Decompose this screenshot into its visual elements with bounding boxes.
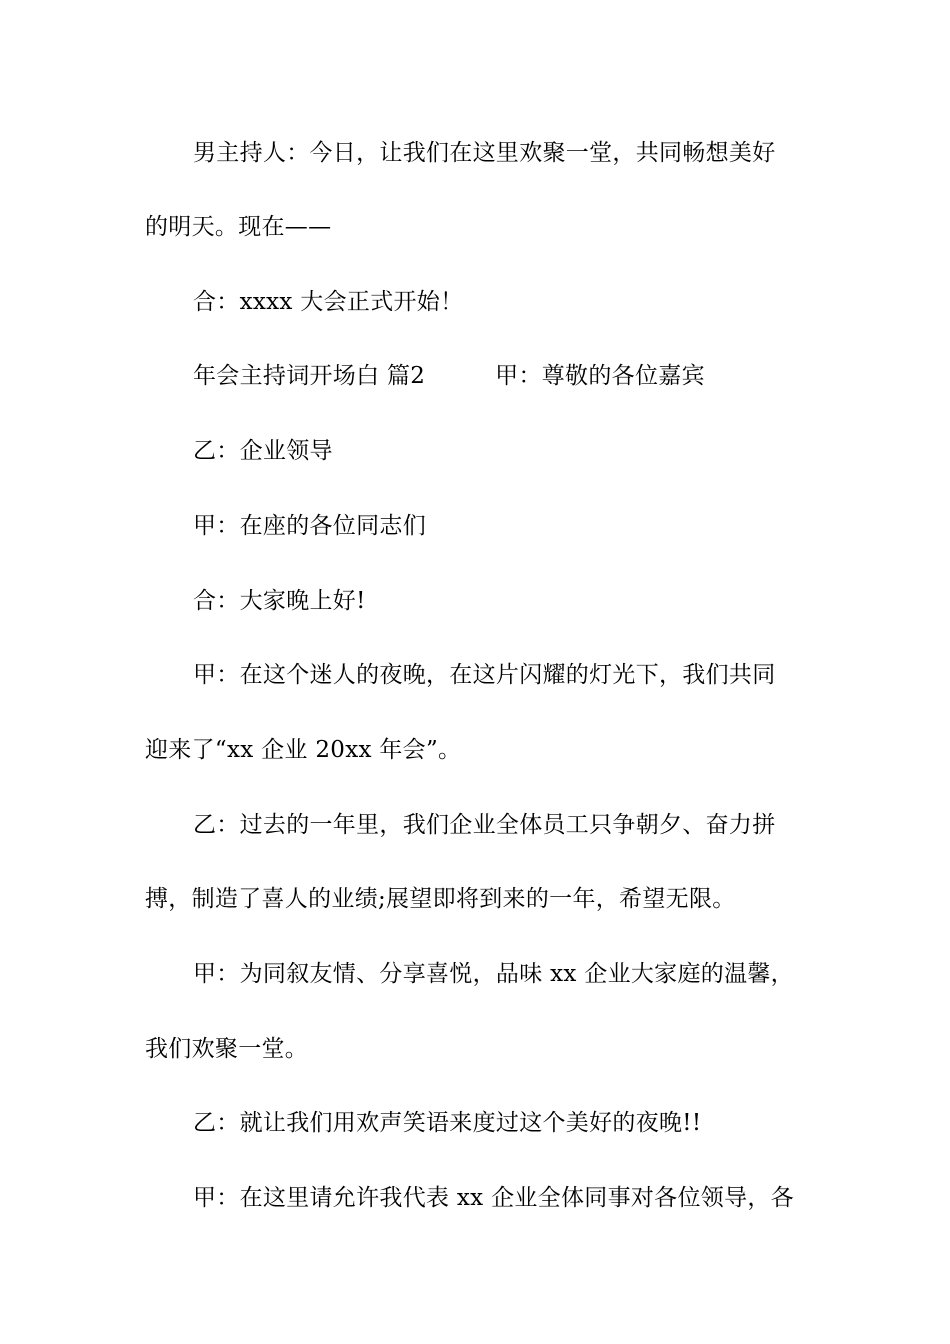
paragraph-line: 甲：在座的各位同志们	[193, 513, 426, 539]
paragraph-line: 甲：在这里请允许我代表 xx 企业全体同事对各位领导，各	[193, 1185, 794, 1211]
paragraph-line: 甲：在这个迷人的夜晚，在这片闪耀的灯光下，我们共同	[193, 662, 776, 688]
paragraph-line: 甲：为同叙友情、分享喜悦，品味 xx 企业大家庭的温馨，	[193, 961, 794, 987]
paragraph-line: 乙：就让我们用欢声笑语来度过这个美好的夜晚!!	[193, 1110, 702, 1136]
paragraph-line: 乙：过去的一年里，我们企业全体员工只争朝夕、奋力拼	[193, 812, 776, 838]
paragraph-line: 合：大家晚上好!	[193, 588, 366, 614]
paragraph-line: 的明天。现在——	[145, 214, 332, 240]
paragraph-line: 合：xxxx 大会正式开始！	[193, 289, 464, 315]
paragraph-line: 乙：企业领导	[193, 438, 333, 464]
paragraph-line: 年会主持词开场白 篇2 甲：尊敬的各位嘉宾	[193, 363, 705, 389]
paragraph-line: 搏，制造了喜人的业绩;展望即将到来的一年，希望无限。	[145, 886, 736, 912]
paragraph-line: 男主持人：今日，让我们在这里欢聚一堂，共同畅想美好	[193, 140, 776, 166]
paragraph-line: 我们欢聚一堂。	[145, 1036, 309, 1062]
paragraph-line: 迎来了“xx 企业 20xx 年会”。	[145, 737, 462, 763]
